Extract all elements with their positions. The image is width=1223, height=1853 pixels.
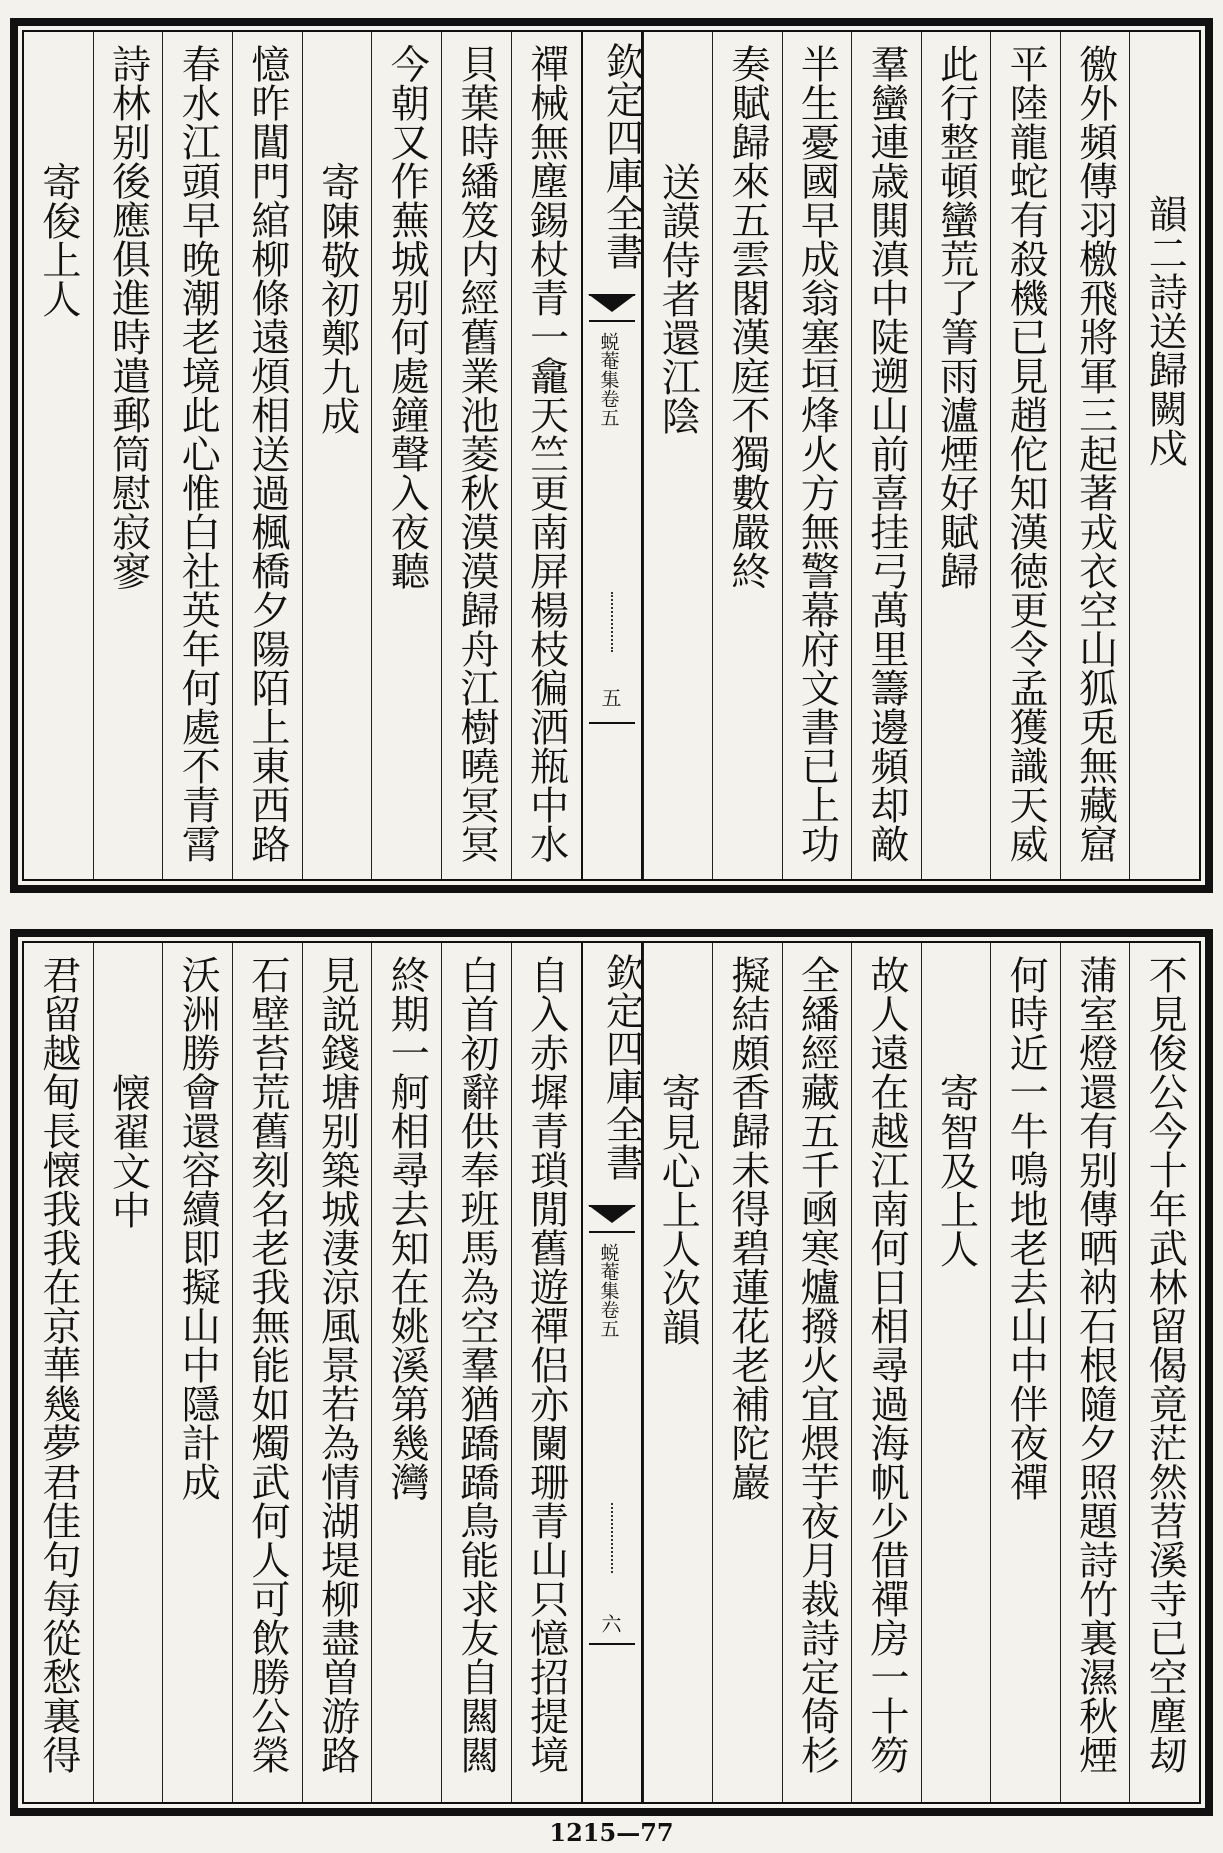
center-spine: [581, 32, 643, 879]
volume-label: 卷五: [597, 1300, 620, 1338]
text-column: 今朝又作蕪城别何處鐘聲入夜聽: [371, 32, 441, 879]
text-column: 韻二詩送歸闕戍: [1129, 32, 1199, 879]
text-column: 見説錢塘别築城淒涼風景若為情湖堤柳盡曽游路: [302, 943, 372, 1802]
page-frame: [22, 30, 1201, 881]
text-column: 不見俊公今十年武林留偈竟茫然苕溪寺已空塵刼: [1129, 943, 1199, 1802]
text-column: 故人遠在越江南何日相尋過海帆少借禪房一十笏: [851, 943, 921, 1802]
text-column: 自入赤墀青瑣閒舊遊禪侣亦闌珊青山只憶招提境: [511, 943, 581, 1802]
text-column: 詩林别後應俱進時遣郵筒慰寂寥: [93, 32, 163, 879]
text-column: 何時近一牛鳴地老去山中伴夜禪: [990, 943, 1060, 1802]
book-title: 欽定四庫全書: [599, 953, 644, 1181]
text-column: 半生憂國早成翁塞垣烽火方無警幕府文書已上功: [782, 32, 852, 879]
text-column: 此行整頓蠻荒了箐雨瀘煙好賦歸: [921, 32, 991, 879]
text-column: 寄俊上人: [35, 162, 81, 318]
book-title: 欽定四庫全書: [599, 42, 644, 270]
volume-label: 卷五: [597, 389, 620, 427]
folio-number: 五: [601, 686, 622, 710]
center-spine: [581, 943, 643, 1802]
text-column: 送謨侍者還江陰: [643, 32, 713, 879]
text-column: 貝葉時繙笈内經舊業池菱秋漠漠歸舟江樹曉冥冥: [441, 32, 511, 879]
page-frame: [22, 941, 1201, 1804]
right-half: [643, 943, 1200, 1802]
text-column: 平陸龍蛇有殺機已見趙佗知漢徳更令孟獲識天威: [990, 32, 1060, 879]
text-column: 奏賦歸來五雲閣漢庭不獨數嚴終: [712, 32, 782, 879]
text-column: 蒲室燈還有别傳晒衲石根隨夕照題詩竹裏濕秋煙: [1060, 943, 1130, 1802]
page-top: [10, 18, 1213, 893]
text-column: 白首初辭供奉班馬為空羣猶蹻蹻鳥能求友自闗闗: [441, 943, 511, 1802]
text-column: 君留越甸長懐我我在京華幾夢君佳句每從愁裏得: [35, 955, 81, 1774]
text-column: 羣蠻連歳閧滇中陡遡山前喜挂弓萬里籌邊頻却敵: [851, 32, 921, 879]
text-column: 憶昨閶門綰柳條遠煩相送過楓橋夕陽陌上東西路: [232, 32, 302, 879]
text-column: 沃洲勝會還容續即擬山中隱計成: [162, 943, 232, 1802]
text-column: 春水江頭早晚潮老境此心惟白社英年何處不青霄: [162, 32, 232, 879]
text-column: 石壁苔荒舊刻名老我無能如燭武何人可飲勝公榮: [232, 943, 302, 1802]
text-column: 禪械無塵錫杖青一龕天竺更南屏楊枝徧洒瓶中水: [511, 32, 581, 879]
right-half: [643, 32, 1200, 879]
spine-rule: [589, 1643, 635, 1645]
text-column: 寄陳敬初鄭九成: [302, 32, 372, 879]
text-column: 終期一舸相尋去知在姚溪第幾灣: [371, 943, 441, 1802]
text-column: 全繙經藏五千凾寒爐撥火宜煨芋夜月裁詩定倚杉: [782, 943, 852, 1802]
folio-number: 六: [601, 1612, 622, 1636]
fish-tail-mark: [589, 294, 635, 326]
left-half: [24, 32, 581, 879]
collection-name: 蜕菴集: [597, 1243, 620, 1300]
page-number-footer: 1215—77: [549, 1818, 674, 1847]
collection-label: [599, 1243, 618, 1338]
page-bottom: [10, 929, 1213, 1816]
text-column: 徼外頻傳羽檄飛將軍三起著戎衣空山狐兎無藏窟: [1060, 32, 1130, 879]
left-half: [24, 943, 581, 1802]
text-column: 擬結頗香歸未得碧蓮花老補陀巖: [712, 943, 782, 1802]
spine-dots: [611, 592, 613, 652]
text-column: 寄智及上人: [921, 943, 991, 1802]
text-column: 懐翟文中: [93, 943, 163, 1802]
text-column: 寄見心上人次韻: [643, 943, 713, 1802]
spine-dots: [611, 1503, 613, 1573]
fish-tail-mark: [589, 1205, 635, 1237]
collection-name: 蜕菴集: [597, 332, 620, 389]
spine-rule: [589, 722, 635, 724]
collection-label: [599, 332, 618, 427]
